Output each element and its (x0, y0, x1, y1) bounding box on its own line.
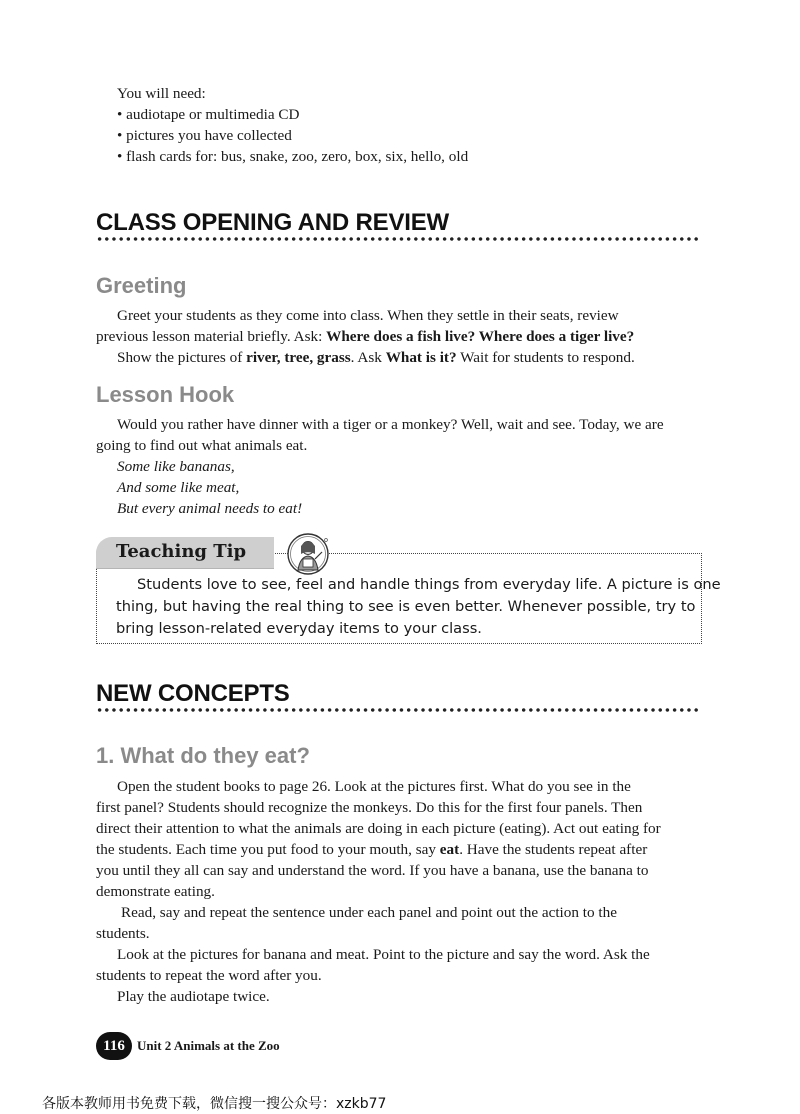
dotted-divider (96, 236, 700, 242)
subheading-lesson-hook: Lesson Hook (96, 382, 235, 407)
bold-question: Where does a fish live? Where does a tiger live? (326, 328, 635, 345)
text-line: students to repeat the word after you. (96, 967, 322, 984)
text-span: Show the pictures of (117, 349, 247, 366)
text-line: direct their attention to what the animals are doing in each picture (eating). Act out eating for (96, 820, 661, 837)
materials-intro: You will need: (117, 85, 206, 102)
text-line (96, 839, 703, 860)
teaching-tip-text (116, 574, 721, 640)
text-line: Greet your students as they come into class. When they settle in their seats, review (117, 307, 619, 324)
unit-title: Unit 2 Animals at the Zoo (137, 1038, 280, 1053)
text-span: . Ask (350, 349, 386, 366)
text-line: bring lesson-related everyday items to your class. (116, 620, 482, 637)
bold-word: eat (439, 841, 460, 858)
hook-poem (117, 456, 617, 519)
teacher-avatar-icon (286, 532, 330, 576)
hook-paragraph (96, 414, 703, 456)
text-span: previous lesson material briefly. Ask: (96, 328, 327, 345)
poem-line: And some like meat, (117, 479, 240, 496)
new-concepts-paragraph (96, 776, 703, 1007)
page-number-badge: 116 (96, 1032, 132, 1060)
text-span: . Have the students repeat after (459, 841, 648, 858)
bold-words: river, tree, grass (246, 349, 351, 366)
section-heading-new-concepts: NEW CONCEPTS (96, 680, 290, 707)
materials-item: • pictures you have collected (117, 127, 292, 144)
text-span: Wait for students to respond. (456, 349, 635, 366)
text-line (96, 326, 703, 347)
watermark-text: 各版本教师用书免费下载，微信搜一搜公众号：xzkb77 (42, 1096, 387, 1112)
materials-item: • audiotape or multimedia CD (117, 106, 300, 123)
text-span: the students. Each time you put food to your mouth, say (96, 841, 440, 858)
text-line: Read, say and repeat the sentence under each panel and point out the action to the (121, 904, 617, 921)
text-line: going to find out what animals eat. (96, 437, 308, 454)
poem-line: But every animal needs to eat! (117, 500, 303, 517)
text-line: Students love to see, feel and handle things from everyday life. A picture is one (137, 576, 721, 593)
teaching-tip-label: Teaching Tip (116, 541, 247, 562)
section-heading-class-opening: CLASS OPENING AND REVIEW (96, 209, 450, 236)
text-line: you until they all can say and understand the word. If you have a banana, use the banana to (96, 862, 649, 879)
subheading-what-do-they-eat: 1. What do they eat? (96, 743, 310, 768)
text-line: Play the audiotape twice. (117, 988, 270, 1005)
dotted-divider (96, 707, 700, 713)
materials-list (117, 83, 717, 167)
text-line (96, 347, 703, 368)
text-line: Would you rather have dinner with a tiger or a monkey? Well, wait and see. Today, we are (117, 416, 664, 433)
text-line: thing, but having the real thing to see is even better. Whenever possible, try to (116, 598, 696, 615)
text-line: demonstrate eating. (96, 883, 215, 900)
text-line: first panel? Students should recognize the monkeys. Do this for the first four panels. Then (96, 799, 643, 816)
text-line: students. (96, 925, 150, 942)
text-line: Open the student books to page 26. Look at the pictures first. What do you see in the (117, 778, 631, 795)
materials-item: • flash cards for: bus, snake, zoo, zero, box, six, hello, old (117, 148, 469, 165)
subheading-greeting: Greeting (96, 273, 187, 298)
poem-line: Some like bananas, (117, 458, 235, 475)
text-line: Look at the pictures for banana and meat. Point to the picture and say the word. Ask the (117, 946, 650, 963)
greeting-paragraph (96, 305, 703, 368)
bold-question: What is it? (385, 349, 457, 366)
